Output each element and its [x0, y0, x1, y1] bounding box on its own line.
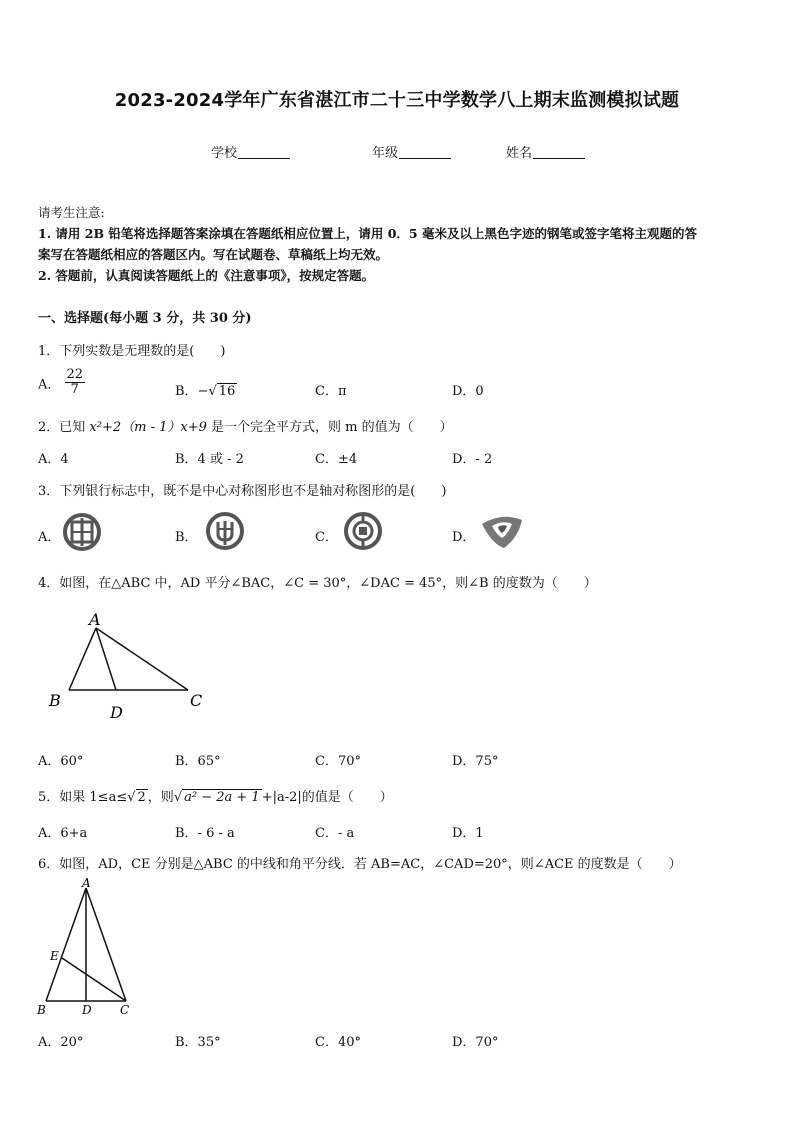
q1-a-denominator: 7	[70, 382, 79, 398]
question-3-stem: 3．下列银行标志中，既不是中心对称图形也不是轴对称图形的是( )	[38, 484, 447, 499]
q2-option-b: B．4 或 - 2	[175, 452, 244, 467]
q1-a-label: A．	[38, 377, 61, 393]
q5-stem-pre: 5．如果 1≤a≤	[38, 790, 128, 805]
q1-option-a	[38, 368, 85, 398]
sqrt-icon: √	[208, 384, 217, 399]
q6-option-c: C．40°	[315, 1035, 361, 1050]
q4-label-b: B	[49, 691, 61, 710]
bank-logo-d-icon	[478, 514, 526, 552]
q6-label-c: C	[120, 1003, 130, 1017]
notice-line-1: 1. 请用 2B 铅笔将选择题答案涂填在答题纸相应位置上，请用 0．5 毫米及以上黑色字迹的钢笔或签字笔将主观题的答	[38, 226, 697, 241]
q1-b-minus: −	[197, 384, 209, 399]
q6-option-d: D．70°	[452, 1035, 499, 1050]
q5-option-b: B．- 6 - a	[175, 826, 235, 841]
sqrt-icon: √	[173, 790, 183, 805]
q1-option-d: D．0	[452, 384, 484, 399]
q3-option-b: B．	[175, 530, 198, 545]
school-field	[211, 142, 290, 161]
page-title: 2023-2024学年广东省湛江市二十三中学数学八上期末监测模拟试题	[114, 90, 680, 111]
q2-option-d: D．- 2	[452, 452, 493, 467]
q4-triangle-figure	[44, 610, 214, 722]
question-4-stem: 4．如图，在△ABC 中，AD 平分∠BAC，∠C = 30°，∠DAC = 45°，则∠B 的度数为（ ）	[38, 576, 597, 591]
sqrt-icon: √	[127, 790, 136, 805]
q4-option-c: C．70°	[315, 754, 361, 769]
grade-blank	[399, 145, 451, 159]
grade-label: 年级	[372, 146, 399, 161]
q5-option-c: C．- a	[315, 826, 355, 841]
q5-stem-mid: ，则	[147, 790, 174, 805]
bank-logo-c-icon	[343, 511, 383, 551]
q6-triangle-figure	[34, 876, 142, 1020]
q5-stem-post: +|a-2|的值是（ ）	[261, 790, 393, 805]
q6-label-d: D	[82, 1003, 92, 1017]
q5-radicand-1: 2	[137, 790, 146, 805]
q2-stem-expression: x²+2（m - 1）x+9	[89, 420, 207, 435]
q2-option-c: C．±4	[315, 452, 358, 467]
name-blank	[533, 145, 585, 159]
q2-option-a: A．4	[38, 452, 69, 467]
q4-option-b: B．65°	[175, 754, 221, 769]
q3-option-c: C．	[315, 530, 338, 545]
name-field	[506, 142, 585, 161]
school-label: 学校	[211, 146, 238, 161]
q1-b-radicand: 16	[218, 384, 236, 399]
q1-option-c: C．π	[315, 384, 347, 399]
q6-label-b: B	[37, 1003, 46, 1017]
q4-option-d: D．75°	[452, 754, 499, 769]
q4-label-d: D	[110, 703, 123, 722]
q6-label-e: E	[50, 949, 59, 963]
q3-option-a: A．	[38, 530, 61, 545]
grade-field	[372, 142, 451, 161]
bank-logo-b-icon	[205, 511, 245, 551]
name-label: 姓名	[506, 146, 533, 161]
notice-heading: 请考生注意:	[38, 205, 105, 220]
q6-option-a: A．20°	[38, 1035, 84, 1050]
bank-logo-a-icon	[62, 512, 102, 552]
q2-stem-pre: 2．已知	[38, 420, 90, 435]
q1-a-fraction	[65, 368, 86, 398]
q3-option-d: D．	[452, 530, 476, 545]
q1-a-numerator: 22	[66, 367, 84, 382]
q6-label-a: A	[82, 876, 91, 890]
question-6-stem: 6．如图，AD，CE 分别是△ABC 的中线和角平分线．若 AB=AC，∠CAD=20°，则∠ACE 的度数是（ ）	[38, 857, 682, 872]
q5-radicand-2: a² − 2a + 1	[184, 790, 260, 805]
section-heading: 一、选择题(每小题 3 分，共 30 分)	[38, 311, 252, 326]
notice-line-1b: 案写在答题纸相应的答题区内。写在试题卷、草稿纸上均无效。	[38, 247, 389, 262]
q1-b-label: B．	[175, 384, 198, 399]
q4-label-a: A	[89, 610, 101, 629]
question-1-stem: 1．下列实数是无理数的是( )	[38, 344, 226, 359]
q4-option-a: A．60°	[38, 754, 84, 769]
school-blank	[238, 145, 290, 159]
question-2-stem	[38, 416, 453, 435]
q5-option-d: D．1	[452, 826, 484, 841]
q4-label-c: C	[190, 691, 203, 710]
notice-line-2: 2. 答题前，认真阅读答题纸上的《注意事项》，按规定答题。	[38, 268, 375, 283]
q1-option-b	[175, 380, 237, 399]
q2-stem-post: 是一个完全平方式，则 m 的值为（ ）	[206, 420, 453, 435]
q6-option-b: B．35°	[175, 1035, 221, 1050]
q5-option-a: A．6+a	[38, 826, 88, 841]
question-5-stem	[38, 786, 393, 805]
